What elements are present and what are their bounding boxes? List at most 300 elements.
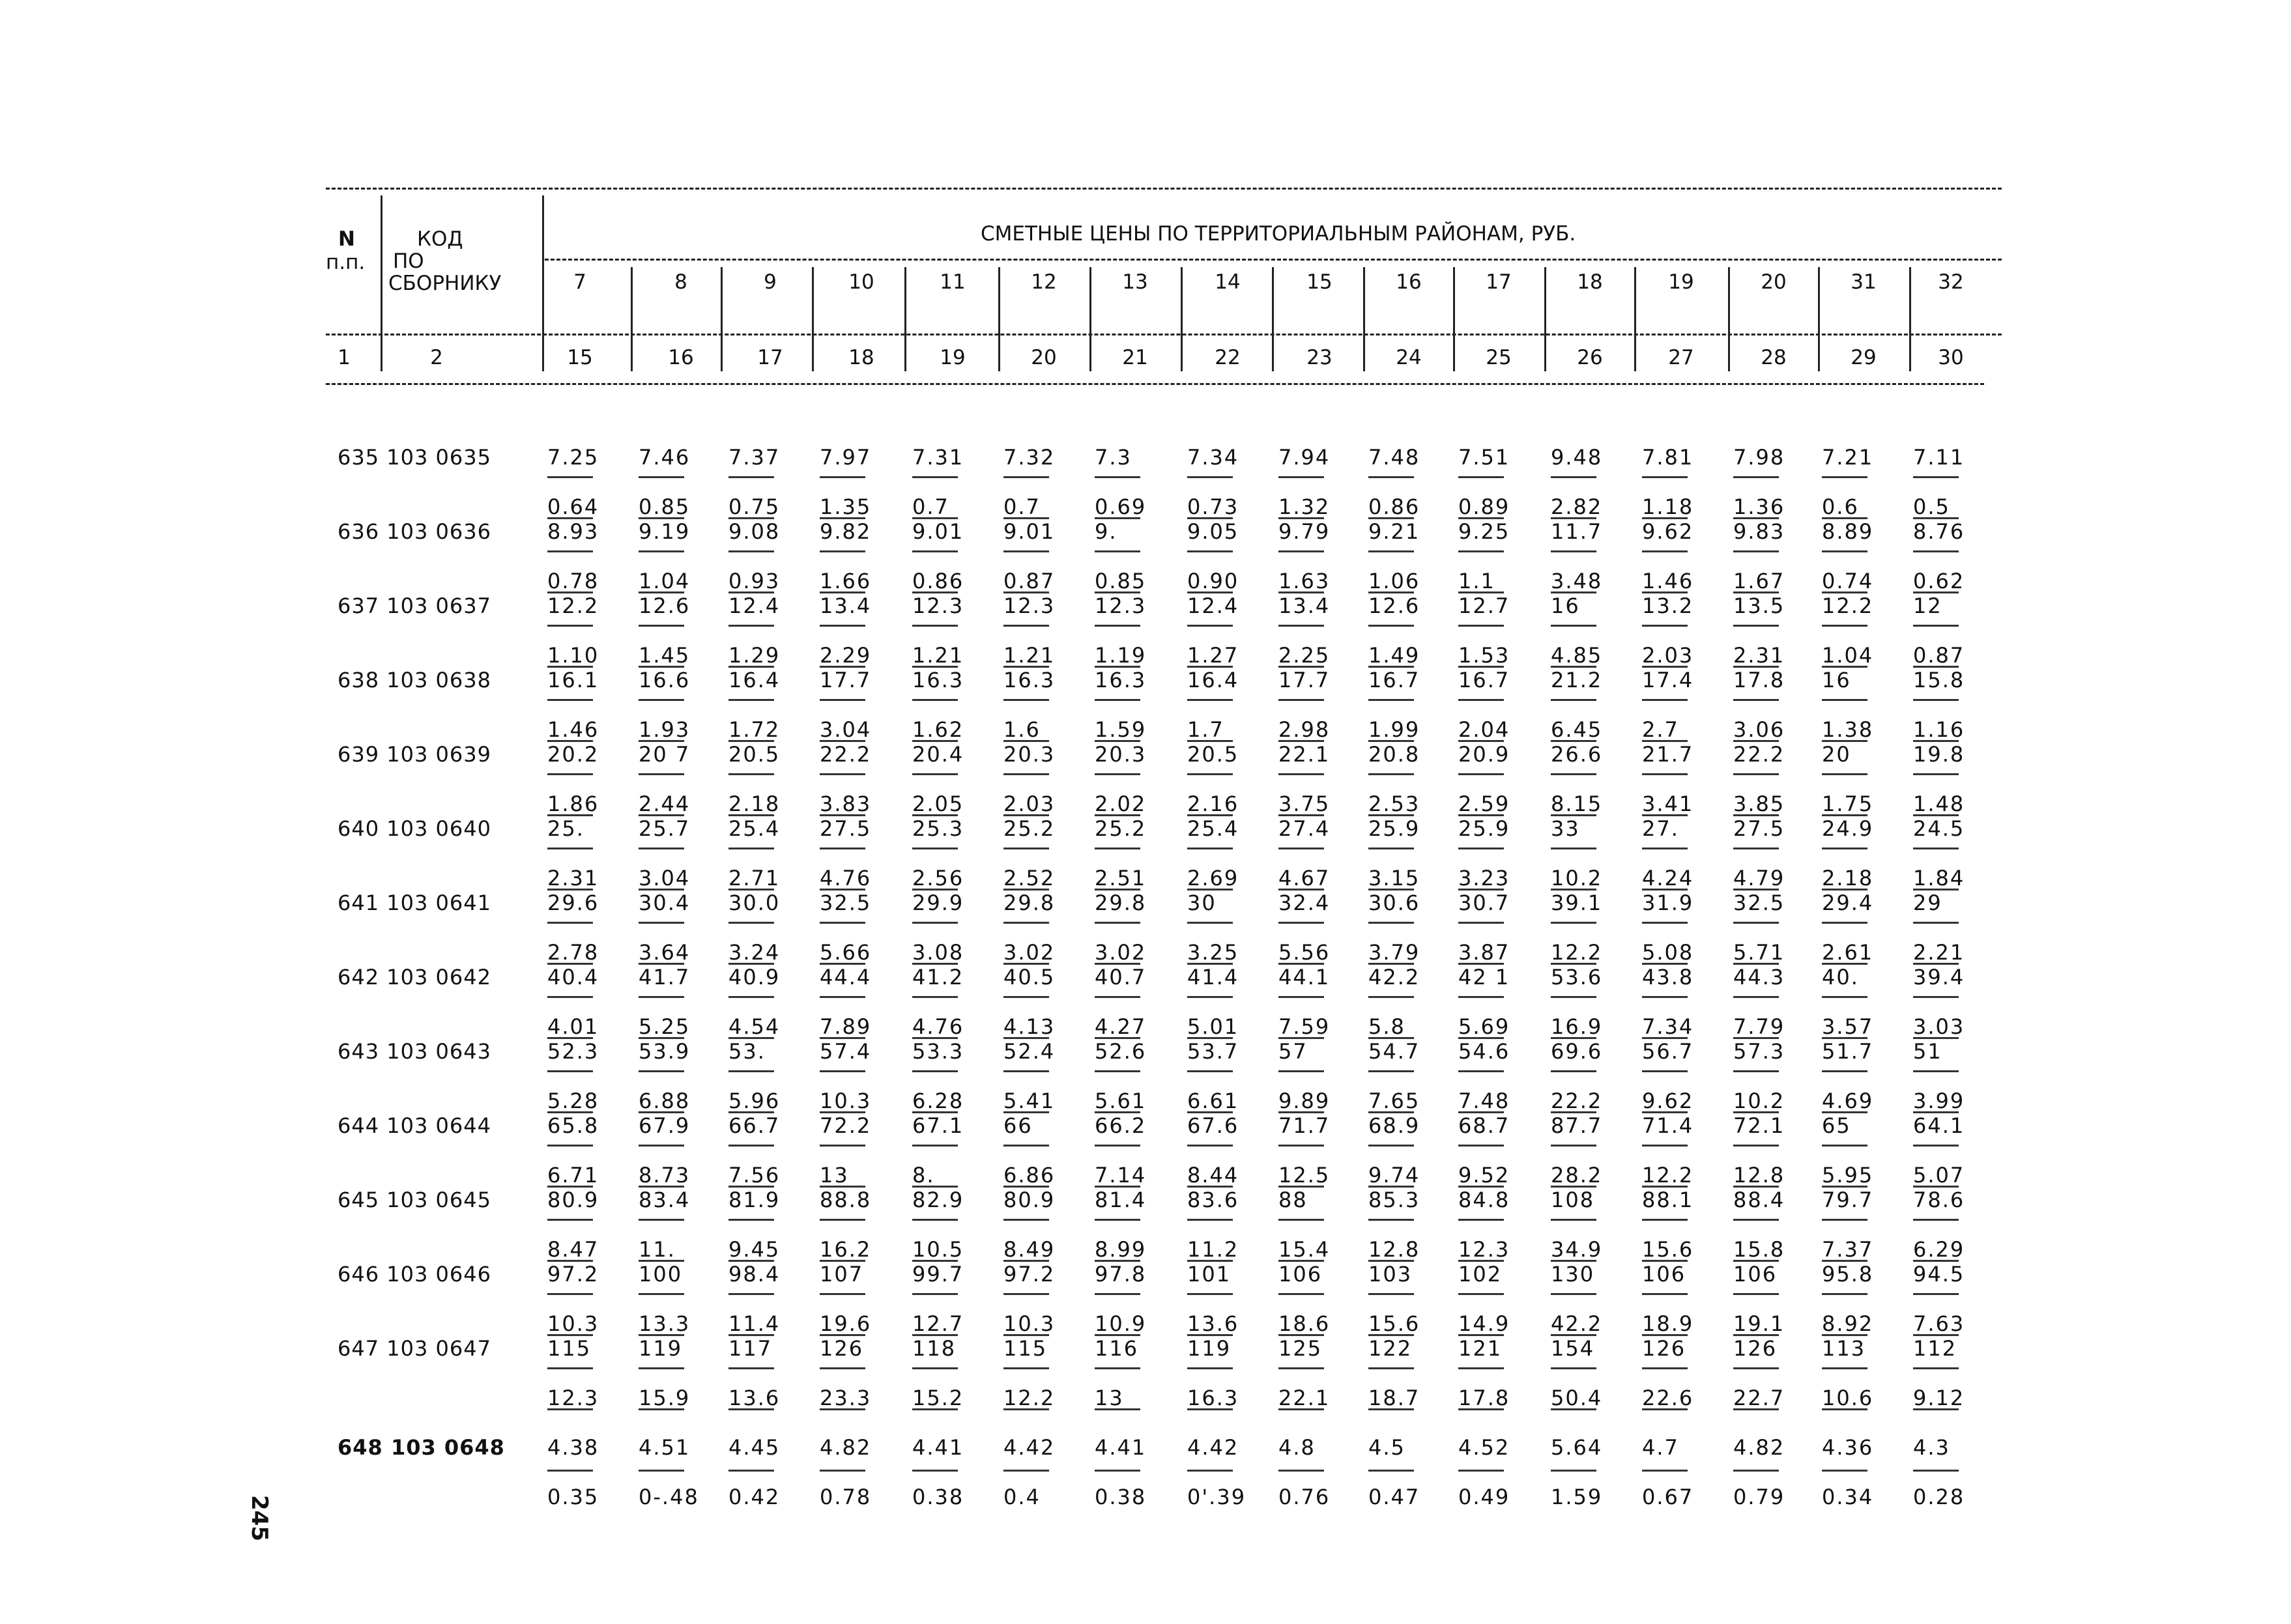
fraction-line: [1278, 773, 1324, 775]
price-top: 32.4: [1278, 890, 1331, 915]
fraction-line: [547, 1408, 593, 1410]
price-top: 116: [1095, 1336, 1139, 1361]
price-bottom: 2.71: [728, 866, 781, 890]
fraction-line: [1003, 1145, 1049, 1147]
price-bottom: 15.6: [1368, 1311, 1420, 1336]
header-po: ПО: [393, 249, 424, 273]
header-region-6: 13: [1122, 270, 1148, 294]
price-top: 31.9: [1642, 890, 1694, 915]
price-bottom: 2.16: [1187, 791, 1239, 816]
price-bottom: 5.01: [1187, 1014, 1239, 1039]
fraction-line: [1733, 1219, 1779, 1221]
price-bottom: 1.38: [1822, 717, 1874, 742]
price-top: 57.4: [820, 1039, 872, 1064]
price-top: 125: [1278, 1336, 1323, 1361]
price-bottom: 0.90: [1187, 569, 1239, 593]
price-bottom: 7.37: [1822, 1237, 1874, 1262]
price-bottom: 0.38: [1095, 1485, 1147, 1509]
price-top: 54.6: [1458, 1039, 1510, 1064]
fraction-line: [1095, 1145, 1140, 1147]
price-bottom: 0.6: [1822, 494, 1859, 519]
price-bottom: 1.49: [1368, 643, 1420, 668]
fraction-line: [547, 1367, 593, 1369]
price-top: 52.3: [547, 1039, 599, 1064]
price-top: 7.34: [1187, 445, 1239, 470]
fraction-line: [1822, 1293, 1867, 1295]
price-top: 7.37: [728, 445, 781, 470]
price-bottom: 2.44: [639, 791, 691, 816]
price-bottom: 8.: [912, 1163, 935, 1188]
price-top: 16.6: [639, 668, 691, 692]
fraction-line: [1551, 1070, 1596, 1072]
price-bottom: 16.3: [1187, 1386, 1239, 1410]
price-bottom: 2.61: [1822, 940, 1874, 965]
region-divider: [1453, 267, 1455, 371]
header-colnum-11: 26: [1577, 346, 1603, 369]
header-sbornik: СБОРНИКУ: [388, 272, 502, 295]
price-top: 12.3: [1003, 593, 1056, 618]
fraction-line: [639, 550, 684, 552]
fraction-line: [912, 1219, 958, 1221]
fraction-line: [1551, 476, 1596, 478]
fraction-line: [1733, 1470, 1779, 1472]
fraction-line: [1642, 1070, 1688, 1072]
price-top: 4.41: [912, 1435, 964, 1460]
price-bottom: 1.36: [1733, 494, 1785, 519]
price-bottom: 3.57: [1822, 1014, 1874, 1039]
price-top: 98.4: [728, 1262, 781, 1287]
fraction-line: [1458, 1293, 1504, 1295]
price-top: 4.41: [1095, 1435, 1147, 1460]
price-bottom: 2.69: [1187, 866, 1239, 890]
price-bottom: 1.18: [1642, 494, 1694, 519]
price-bottom: 5.96: [728, 1089, 781, 1113]
fraction-line: [1733, 550, 1779, 552]
price-top: 117: [728, 1336, 773, 1361]
fraction-line: [1368, 1408, 1414, 1410]
fraction-line: [1278, 848, 1324, 849]
fraction-line: [1458, 625, 1504, 627]
price-bottom: 16.2: [820, 1237, 872, 1262]
fraction-line: [1733, 848, 1779, 849]
price-top: 80.9: [547, 1188, 599, 1212]
price-top: 103: [1368, 1262, 1413, 1287]
fraction-line: [728, 1408, 774, 1410]
price-top: 9.05: [1187, 519, 1239, 544]
price-top: 9.08: [728, 519, 781, 544]
header-region-2: 9: [764, 270, 777, 294]
fraction-line: [547, 699, 593, 701]
fraction-line: [1551, 1408, 1596, 1410]
price-bottom: 1.46: [547, 717, 599, 742]
price-top: 121: [1458, 1336, 1503, 1361]
fraction-line: [1458, 1408, 1504, 1410]
price-bottom: 3.23: [1458, 866, 1510, 890]
fraction-line: [1458, 476, 1504, 478]
row-id: 642 103 0642: [338, 965, 491, 990]
fraction-line: [728, 996, 774, 998]
price-bottom: 1.06: [1368, 569, 1420, 593]
fraction-line: [1822, 476, 1867, 478]
price-top: 80.9: [1003, 1188, 1056, 1212]
price-bottom: 0.42: [728, 1485, 781, 1509]
price-top: 4.38: [547, 1435, 599, 1460]
price-bottom: 3.99: [1913, 1089, 1965, 1113]
price-bottom: 2.53: [1368, 791, 1420, 816]
fraction-line: [820, 1070, 865, 1072]
price-top: 40.9: [728, 965, 781, 990]
price-top: 65: [1822, 1113, 1851, 1138]
price-top: 82.9: [912, 1188, 964, 1212]
price-top: 16.3: [1095, 668, 1147, 692]
fraction-line: [1913, 1145, 1959, 1147]
fraction-line: [1278, 625, 1324, 627]
price-top: 122: [1368, 1336, 1413, 1361]
price-bottom: 2.31: [547, 866, 599, 890]
price-top: 4.45: [728, 1435, 781, 1460]
price-top: 87.7: [1551, 1113, 1603, 1138]
price-bottom: 0.67: [1642, 1485, 1694, 1509]
price-top: 130: [1551, 1262, 1595, 1287]
price-top: 9.25: [1458, 519, 1510, 544]
price-top: 12.3: [1095, 593, 1147, 618]
price-bottom: 11.2: [1187, 1237, 1239, 1262]
fraction-line: [912, 996, 958, 998]
fraction-line: [820, 1470, 865, 1472]
fraction-line: [1187, 1408, 1233, 1410]
fraction-line: [1368, 1470, 1414, 1472]
fraction-line: [912, 476, 958, 478]
fraction-line: [1913, 848, 1959, 849]
fraction-line: [547, 1470, 593, 1472]
fraction-line: [1368, 1219, 1414, 1221]
fraction-line: [1187, 922, 1233, 924]
price-top: 102: [1458, 1262, 1503, 1287]
price-bottom: 0.87: [1003, 569, 1056, 593]
region-divider: [1634, 267, 1636, 371]
price-bottom: 13: [820, 1163, 849, 1188]
fraction-line: [1278, 1293, 1324, 1295]
price-top: 30.0: [728, 890, 781, 915]
fraction-line: [912, 699, 958, 701]
price-bottom: 5.41: [1003, 1089, 1056, 1113]
price-bottom: 2.05: [912, 791, 964, 816]
fraction-line: [1913, 773, 1959, 775]
price-bottom: 1.04: [639, 569, 691, 593]
price-top: 4.3: [1913, 1435, 1950, 1460]
price-top: 17.7: [820, 668, 872, 692]
price-bottom: 3.87: [1458, 940, 1510, 965]
header-region-3: 10: [848, 270, 874, 294]
fraction-line: [1733, 699, 1779, 701]
price-top: 4.42: [1003, 1435, 1056, 1460]
price-top: 99.7: [912, 1262, 964, 1287]
row-id: 640 103 0640: [338, 816, 491, 841]
price-top: 8.93: [547, 519, 599, 544]
price-top: 53.: [728, 1039, 766, 1064]
price-top: 7.81: [1642, 445, 1694, 470]
fraction-line: [1551, 1367, 1596, 1369]
price-top: 12.4: [1187, 593, 1239, 618]
price-bottom: 23.3: [820, 1386, 872, 1410]
fraction-line: [1003, 476, 1049, 478]
price-top: 9.83: [1733, 519, 1785, 544]
price-bottom: 1.10: [547, 643, 599, 668]
fraction-line: [639, 1145, 684, 1147]
price-top: 9.01: [1003, 519, 1056, 544]
price-bottom: 0.74: [1822, 569, 1874, 593]
price-bottom: 7.65: [1368, 1089, 1420, 1113]
price-top: 119: [639, 1336, 683, 1361]
price-bottom: 2.78: [547, 940, 599, 965]
price-bottom: 12.7: [912, 1311, 964, 1336]
price-bottom: 10.6: [1822, 1386, 1874, 1410]
fraction-line: [1551, 1470, 1596, 1472]
region-divider: [1544, 267, 1546, 371]
fraction-line: [912, 625, 958, 627]
price-top: 44.1: [1278, 965, 1331, 990]
price-top: 12.3: [912, 593, 964, 618]
fraction-line: [728, 550, 774, 552]
price-bottom: 4.85: [1551, 643, 1603, 668]
fraction-line: [1095, 476, 1140, 478]
price-top: 30.6: [1368, 890, 1420, 915]
price-bottom: 0.75: [728, 494, 781, 519]
fraction-line: [1913, 996, 1959, 998]
fraction-line: [820, 773, 865, 775]
price-top: 72.1: [1733, 1113, 1785, 1138]
header-colnum-6: 21: [1122, 346, 1148, 369]
fraction-line: [1551, 1145, 1596, 1147]
header-col-1: 1: [338, 346, 351, 369]
price-bottom: 9.89: [1278, 1089, 1331, 1113]
price-top: 9.: [1095, 519, 1117, 544]
price-bottom: 5.71: [1733, 940, 1785, 965]
price-top: 16.7: [1458, 668, 1510, 692]
fraction-line: [1003, 1470, 1049, 1472]
price-top: 7.98: [1733, 445, 1785, 470]
price-bottom: 3.15: [1368, 866, 1420, 890]
fraction-line: [1642, 625, 1688, 627]
price-bottom: 3.02: [1003, 940, 1056, 965]
fraction-line: [912, 1070, 958, 1072]
price-bottom: 12.8: [1733, 1163, 1785, 1188]
price-bottom: 0.38: [912, 1485, 964, 1509]
fraction-line: [728, 848, 774, 849]
price-top: 29.8: [1003, 890, 1056, 915]
price-bottom: 3.41: [1642, 791, 1694, 816]
price-top: 7.11: [1913, 445, 1965, 470]
price-bottom: 3.08: [912, 940, 964, 965]
fraction-line: [1278, 1470, 1324, 1472]
price-top: 97.2: [547, 1262, 599, 1287]
fraction-line: [1187, 1470, 1233, 1472]
price-bottom: 13.6: [1187, 1311, 1239, 1336]
price-bottom: 28.2: [1551, 1163, 1603, 1188]
price-bottom: 8.73: [639, 1163, 691, 1188]
price-bottom: 0.5: [1913, 494, 1950, 519]
fraction-line: [1913, 1293, 1959, 1295]
price-bottom: 1.93: [639, 717, 691, 742]
fraction-line: [912, 1145, 958, 1147]
fraction-line: [728, 773, 774, 775]
header-n: N: [338, 227, 355, 251]
price-bottom: 0.93: [728, 569, 781, 593]
price-bottom: 15.2: [912, 1386, 964, 1410]
header-mid-rule: [326, 334, 2002, 335]
price-top: 39.4: [1913, 965, 1965, 990]
header-region-14: 31: [1851, 270, 1877, 294]
price-bottom: 0.49: [1458, 1485, 1510, 1509]
price-top: 52.6: [1095, 1039, 1147, 1064]
price-top: 40.: [1822, 965, 1859, 990]
price-bottom: 1.86: [547, 791, 599, 816]
price-top: 7.48: [1368, 445, 1420, 470]
price-bottom: 3.24: [728, 940, 781, 965]
price-bottom: 7.34: [1642, 1014, 1694, 1039]
price-top: 16.4: [728, 668, 781, 692]
price-top: 19.8: [1913, 742, 1965, 767]
price-bottom: 0.73: [1187, 494, 1239, 519]
price-bottom: 1.7: [1187, 717, 1224, 742]
fraction-line: [1368, 699, 1414, 701]
fraction-line: [1095, 699, 1140, 701]
price-top: 95.8: [1822, 1262, 1874, 1287]
price-bottom: 4.27: [1095, 1014, 1147, 1039]
fraction-line: [1551, 1293, 1596, 1295]
header-colnum-8: 23: [1306, 346, 1333, 369]
price-top: 78.6: [1913, 1188, 1965, 1212]
price-bottom: 22.1: [1278, 1386, 1331, 1410]
fraction-line: [912, 1367, 958, 1369]
fraction-line: [547, 550, 593, 552]
fraction-line: [820, 625, 865, 627]
price-top: 42.2: [1368, 965, 1420, 990]
price-bottom: 0.86: [912, 569, 964, 593]
price-bottom: 0.89: [1458, 494, 1510, 519]
price-bottom: 3.83: [820, 791, 872, 816]
price-top: 25.4: [728, 816, 781, 841]
price-top: 154: [1551, 1336, 1595, 1361]
region-divider: [1272, 267, 1274, 371]
price-top: 5.64: [1551, 1435, 1603, 1460]
row-id: 647 103 0647: [338, 1336, 491, 1361]
price-top: 29.9: [912, 890, 964, 915]
price-bottom: 8.92: [1822, 1311, 1874, 1336]
fraction-line: [1458, 1219, 1504, 1221]
fraction-line: [1822, 1070, 1867, 1072]
price-top: 68.7: [1458, 1113, 1510, 1138]
fraction-line: [1187, 1145, 1233, 1147]
price-bottom: 1.04: [1822, 643, 1874, 668]
price-bottom: 18.6: [1278, 1311, 1331, 1336]
region-divider: [1909, 267, 1911, 371]
price-bottom: 1.62: [912, 717, 964, 742]
price-top: 29.8: [1095, 890, 1147, 915]
price-top: 27.4: [1278, 816, 1331, 841]
price-top: 67.6: [1187, 1113, 1239, 1138]
fraction-line: [1278, 1219, 1324, 1221]
price-top: 94.5: [1913, 1262, 1965, 1287]
fraction-line: [1003, 1219, 1049, 1221]
price-bottom: 1.48: [1913, 791, 1965, 816]
price-top: 40.5: [1003, 965, 1056, 990]
fraction-line: [547, 922, 593, 924]
fraction-line: [820, 996, 865, 998]
price-bottom: 2.25: [1278, 643, 1331, 668]
fraction-line: [639, 625, 684, 627]
header-colnum-13: 28: [1761, 346, 1787, 369]
price-bottom: 12.3: [547, 1386, 599, 1410]
fraction-line: [728, 699, 774, 701]
fraction-line: [1278, 996, 1324, 998]
price-top: 7.31: [912, 445, 964, 470]
fraction-line: [1733, 922, 1779, 924]
fraction-line: [1278, 1070, 1324, 1072]
price-top: 13.4: [820, 593, 872, 618]
region-divider: [1181, 267, 1183, 371]
price-bottom: 3.04: [639, 866, 691, 890]
price-top: 88.1: [1642, 1188, 1694, 1212]
fraction-line: [639, 1470, 684, 1472]
price-top: 68.9: [1368, 1113, 1420, 1138]
price-bottom: 4.76: [912, 1014, 964, 1039]
fraction-line: [728, 1470, 774, 1472]
fraction-line: [547, 476, 593, 478]
fraction-line: [1913, 476, 1959, 478]
price-top: 9.62: [1642, 519, 1694, 544]
fraction-line: [1187, 996, 1233, 998]
price-bottom: 3.48: [1551, 569, 1603, 593]
row-id: 636 103 0636: [338, 519, 491, 544]
price-bottom: 1.66: [820, 569, 872, 593]
price-top: 4.36: [1822, 1435, 1874, 1460]
price-bottom: 5.07: [1913, 1163, 1965, 1188]
price-top: 83.4: [639, 1188, 691, 1212]
fraction-line: [1278, 1367, 1324, 1369]
fraction-line: [1458, 773, 1504, 775]
fraction-line: [547, 1219, 593, 1221]
price-bottom: 0.85: [1095, 569, 1147, 593]
price-top: 7.46: [639, 445, 691, 470]
row-id: 645 103 0645: [338, 1188, 491, 1212]
price-top: 25.4: [1187, 816, 1239, 841]
fraction-line: [1095, 550, 1140, 552]
price-bottom: 2.52: [1003, 866, 1056, 890]
price-bottom: 0.47: [1368, 1485, 1420, 1509]
price-top: 16.1: [547, 668, 599, 692]
price-bottom: 9.52: [1458, 1163, 1510, 1188]
fraction-line: [1278, 1145, 1324, 1147]
fraction-line: [820, 1145, 865, 1147]
fraction-line: [1187, 625, 1233, 627]
price-bottom: 5.8: [1368, 1014, 1405, 1039]
price-bottom: 6.29: [1913, 1237, 1965, 1262]
fraction-line: [1003, 996, 1049, 998]
header-region-7: 14: [1215, 270, 1241, 294]
price-bottom: 7.59: [1278, 1014, 1331, 1039]
price-top: 7.3: [1095, 445, 1132, 470]
price-top: 33: [1551, 816, 1580, 841]
price-bottom: 1.32: [1278, 494, 1331, 519]
price-bottom: 2.02: [1095, 791, 1147, 816]
price-bottom: 2.04: [1458, 717, 1510, 742]
price-top: 9.19: [639, 519, 691, 544]
price-top: 52.4: [1003, 1039, 1056, 1064]
price-bottom: 2.98: [1278, 717, 1331, 742]
fraction-line: [1458, 996, 1504, 998]
header-colnum-12: 27: [1668, 346, 1694, 369]
